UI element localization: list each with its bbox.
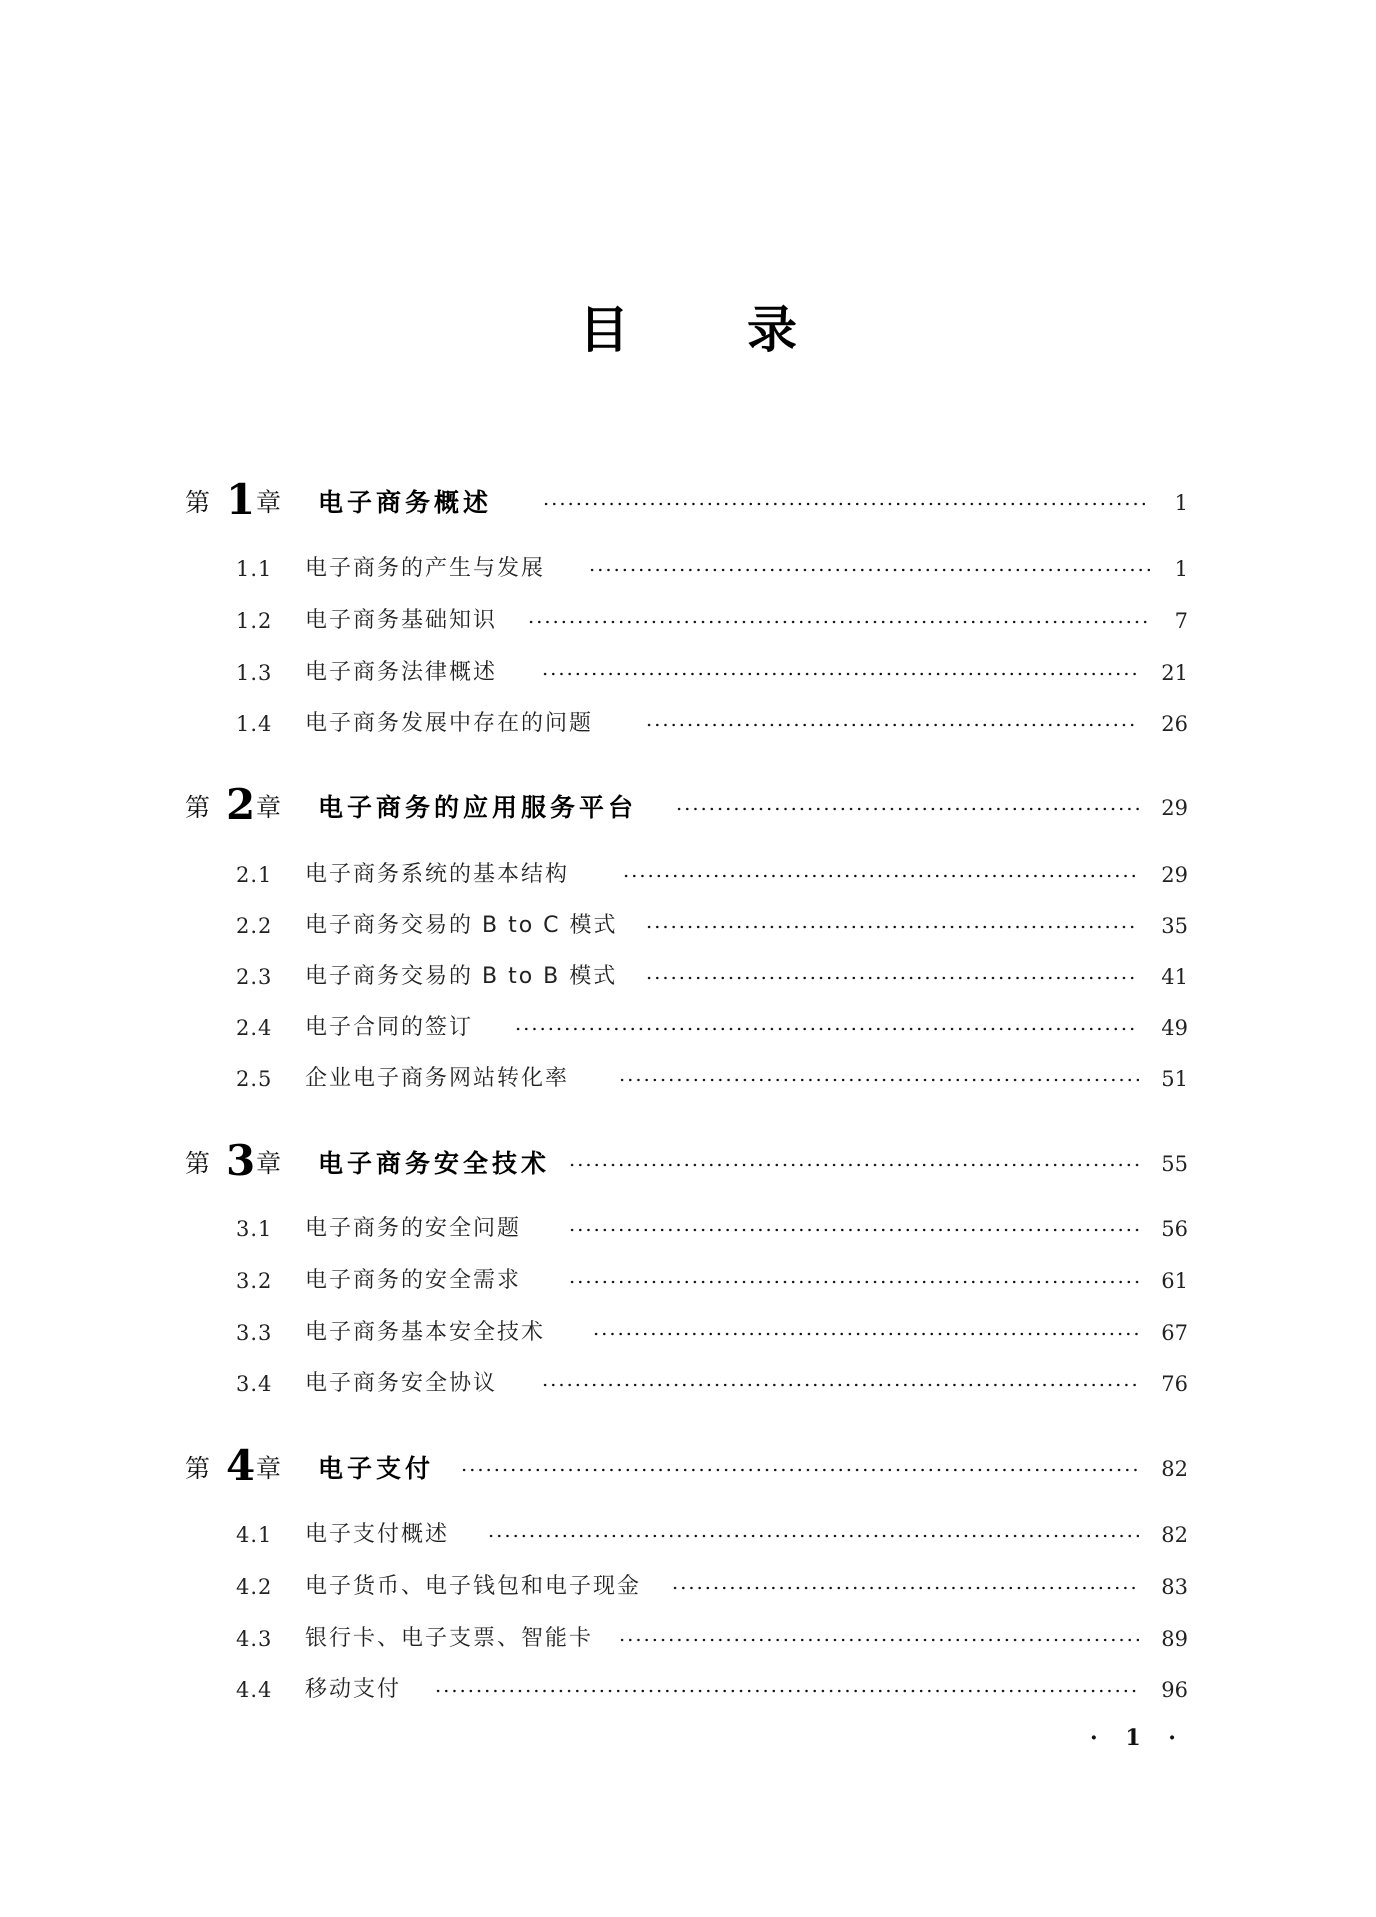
section-number: 1.1	[236, 557, 273, 581]
chapter-number: 3	[226, 1136, 256, 1185]
section-page: 49	[1161, 1016, 1188, 1040]
section-title: 电子商务系统的基本结构	[305, 862, 570, 887]
toc-chapter-3[interactable]	[0, 1136, 1376, 1185]
section-number: 4.4	[236, 1678, 273, 1702]
section-page: 35	[1161, 914, 1188, 938]
section-page: 7	[1174, 609, 1188, 633]
section-title: 电子商务交易的 B to C 模式	[305, 913, 618, 938]
dot-leader	[645, 723, 1139, 727]
toc-section-1-4[interactable]	[0, 704, 1376, 744]
section-title: 银行卡、电子支票、智能卡	[305, 1626, 594, 1651]
section-title: 企业电子商务网站转化率	[305, 1066, 570, 1091]
dot-leader	[618, 1078, 1139, 1082]
toc-section-2-4[interactable]	[0, 1008, 1376, 1048]
dot-leader	[541, 1383, 1139, 1387]
section-number: 3.2	[236, 1269, 273, 1293]
chapter-prefix: 第	[185, 1454, 211, 1483]
section-page: 56	[1161, 1217, 1188, 1241]
section-page: 76	[1161, 1372, 1188, 1396]
section-title: 电子支付概述	[305, 1522, 450, 1547]
dot-leader	[622, 874, 1139, 878]
toc-section-1-1[interactable]	[0, 549, 1376, 589]
section-title: 电子商务交易的 B to B 模式	[305, 964, 618, 989]
section-number: 3.1	[236, 1217, 273, 1241]
section-page: 82	[1161, 1523, 1188, 1547]
section-title: 移动支付	[305, 1677, 402, 1702]
dot-leader	[541, 672, 1139, 676]
chapter-prefix: 第	[185, 793, 211, 822]
section-number: 2.3	[236, 965, 273, 989]
toc-section-1-2[interactable]	[0, 601, 1376, 641]
dot-leader	[675, 807, 1139, 811]
section-page: 21	[1161, 661, 1188, 685]
dot-leader	[527, 620, 1150, 624]
dot-leader	[568, 1280, 1139, 1284]
section-title: 电子商务发展中存在的问题	[305, 711, 594, 736]
toc-chapter-1[interactable]	[0, 475, 1376, 524]
section-title: 电子商务的安全问题	[305, 1216, 522, 1241]
chapter-title: 电子商务的应用服务平台	[318, 793, 638, 822]
section-page: 41	[1161, 965, 1188, 989]
chapter-suffix: 章	[256, 488, 282, 517]
page-title-char-2: 录	[747, 301, 797, 359]
dot-leader	[487, 1534, 1139, 1538]
section-number: 3.4	[236, 1372, 273, 1396]
section-number: 1.2	[236, 609, 273, 633]
chapter-number: 1	[226, 475, 256, 524]
toc-section-2-5[interactable]	[0, 1059, 1376, 1099]
dot-leader	[618, 1638, 1139, 1642]
chapter-prefix: 第	[185, 488, 211, 517]
dot-leader	[671, 1586, 1139, 1590]
section-number: 1.4	[236, 712, 273, 736]
dot-leader	[542, 502, 1150, 506]
chapter-suffix: 章	[256, 1149, 282, 1178]
chapter-number: 4	[226, 1441, 256, 1490]
section-number: 3.3	[236, 1321, 273, 1345]
dot-leader	[645, 976, 1139, 980]
chapter-prefix: 第	[185, 1149, 211, 1178]
toc-chapter-2[interactable]	[0, 780, 1376, 829]
section-page: 26	[1161, 712, 1188, 736]
section-title: 电子商务法律概述	[305, 660, 498, 685]
section-number: 4.3	[236, 1627, 273, 1651]
section-title: 电子商务基本安全技术	[305, 1320, 546, 1345]
section-page: 61	[1161, 1269, 1188, 1293]
dot-leader	[592, 1332, 1139, 1336]
dot-leader	[568, 1163, 1139, 1167]
chapter-suffix: 章	[256, 793, 282, 822]
chapter-title: 电子商务安全技术	[318, 1149, 551, 1178]
section-title: 电子合同的签订	[305, 1015, 474, 1040]
section-page: 67	[1161, 1321, 1188, 1345]
chapter-page: 55	[1161, 1152, 1188, 1176]
toc-section-4-4[interactable]	[0, 1670, 1376, 1710]
dot-leader	[460, 1468, 1139, 1472]
chapter-page: 82	[1161, 1457, 1188, 1481]
section-number: 2.4	[236, 1016, 273, 1040]
toc-section-3-4[interactable]	[0, 1364, 1376, 1404]
section-title: 电子货币、电子钱包和电子现金	[305, 1574, 642, 1599]
dot-leader	[568, 1228, 1139, 1232]
section-page: 83	[1161, 1575, 1188, 1599]
toc-section-1-3[interactable]	[0, 653, 1376, 693]
toc-section-2-3[interactable]	[0, 957, 1376, 997]
dot-leader	[588, 568, 1150, 572]
chapter-title: 电子支付	[318, 1454, 435, 1483]
section-page: 96	[1161, 1678, 1188, 1702]
section-page: 29	[1161, 863, 1188, 887]
section-title: 电子商务的安全需求	[305, 1268, 522, 1293]
page-number-folio: · 1 ·	[1090, 1725, 1186, 1751]
section-number: 1.3	[236, 661, 273, 685]
toc-section-4-1[interactable]	[0, 1515, 1376, 1555]
toc-chapter-4[interactable]	[0, 1441, 1376, 1490]
section-number: 4.1	[236, 1523, 273, 1547]
toc-section-3-3[interactable]	[0, 1313, 1376, 1353]
dot-leader	[645, 925, 1139, 929]
section-number: 2.1	[236, 863, 273, 887]
section-number: 2.2	[236, 914, 273, 938]
dot-leader	[514, 1027, 1139, 1031]
section-number: 4.2	[236, 1575, 273, 1599]
chapter-suffix: 章	[256, 1454, 282, 1483]
section-page: 51	[1161, 1067, 1188, 1091]
toc-section-2-1[interactable]	[0, 855, 1376, 895]
dot-leader	[434, 1689, 1139, 1693]
toc-section-4-2[interactable]	[0, 1567, 1376, 1607]
chapter-title: 电子商务概述	[318, 488, 493, 517]
section-title: 电子商务安全协议	[305, 1371, 498, 1396]
page-title-char-1: 目	[579, 301, 629, 359]
chapter-number: 2	[226, 780, 256, 829]
toc-section-3-1[interactable]	[0, 1209, 1376, 1249]
toc-section-4-3[interactable]	[0, 1619, 1376, 1659]
section-page: 89	[1161, 1627, 1188, 1651]
section-number: 2.5	[236, 1067, 273, 1091]
section-page: 1	[1174, 557, 1188, 581]
chapter-page: 1	[1174, 491, 1188, 515]
section-title: 电子商务的产生与发展	[305, 556, 546, 581]
toc-section-3-2[interactable]	[0, 1261, 1376, 1301]
section-title: 电子商务基础知识	[305, 608, 498, 633]
chapter-page: 29	[1161, 796, 1188, 820]
toc-section-2-2[interactable]	[0, 906, 1376, 946]
